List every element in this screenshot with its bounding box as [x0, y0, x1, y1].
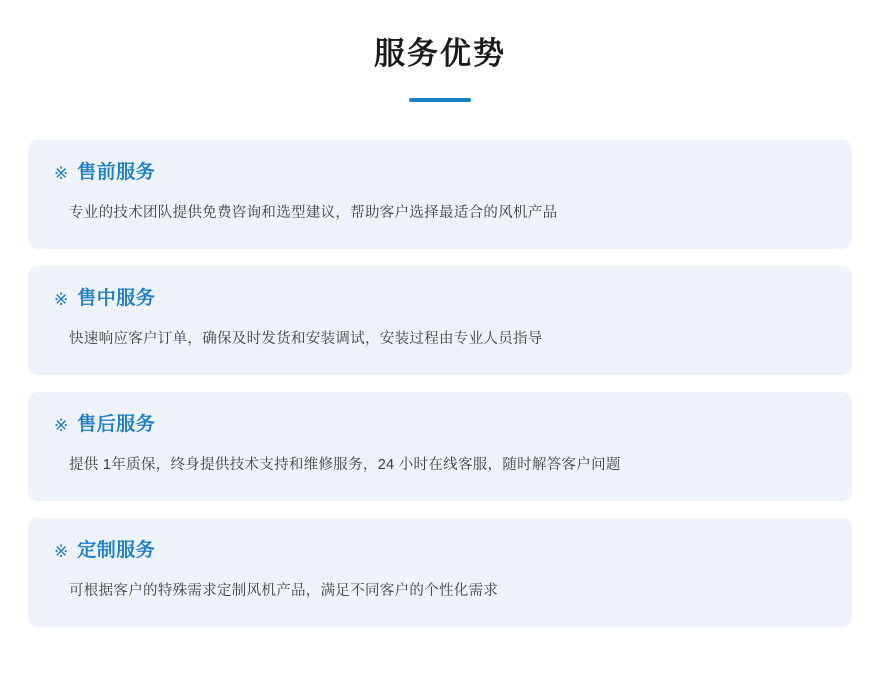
card-description: 快速响应客户订单，确保及时发货和安装调试，安装过程由专业人员指导 — [69, 331, 543, 348]
service-card-list — [0, 140, 880, 627]
card-title: 售中服务 — [77, 288, 156, 310]
list-item — [28, 392, 852, 501]
page-header — [0, 0, 880, 102]
card-title: 售前服务 — [77, 162, 156, 184]
reference-mark-icon: ※ — [54, 164, 69, 184]
card-description: 可根据客户的特殊需求定制风机产品，满足不同客户的个性化需求 — [69, 583, 499, 600]
card-title: 定制服务 — [77, 540, 156, 562]
reference-mark-icon: ※ — [54, 416, 69, 436]
list-item — [28, 140, 852, 249]
card-title: 售后服务 — [77, 414, 156, 436]
card-header — [54, 540, 826, 563]
card-description: 专业的技术团队提供免费咨询和选型建议，帮助客户选择最适合的风机产品 — [69, 205, 558, 222]
list-item — [28, 266, 852, 375]
page-title: 服务优势 — [374, 36, 506, 71]
card-header — [54, 288, 826, 311]
list-item — [28, 518, 852, 627]
reference-mark-icon: ※ — [54, 542, 69, 562]
card-description: 提供 1年质保，终身提供技术支持和维修服务，24 小时在线客服，随时解答客户问题 — [69, 457, 621, 474]
title-underline-divider — [409, 98, 471, 102]
card-header — [54, 162, 826, 185]
card-header — [54, 414, 826, 437]
reference-mark-icon: ※ — [54, 290, 69, 310]
